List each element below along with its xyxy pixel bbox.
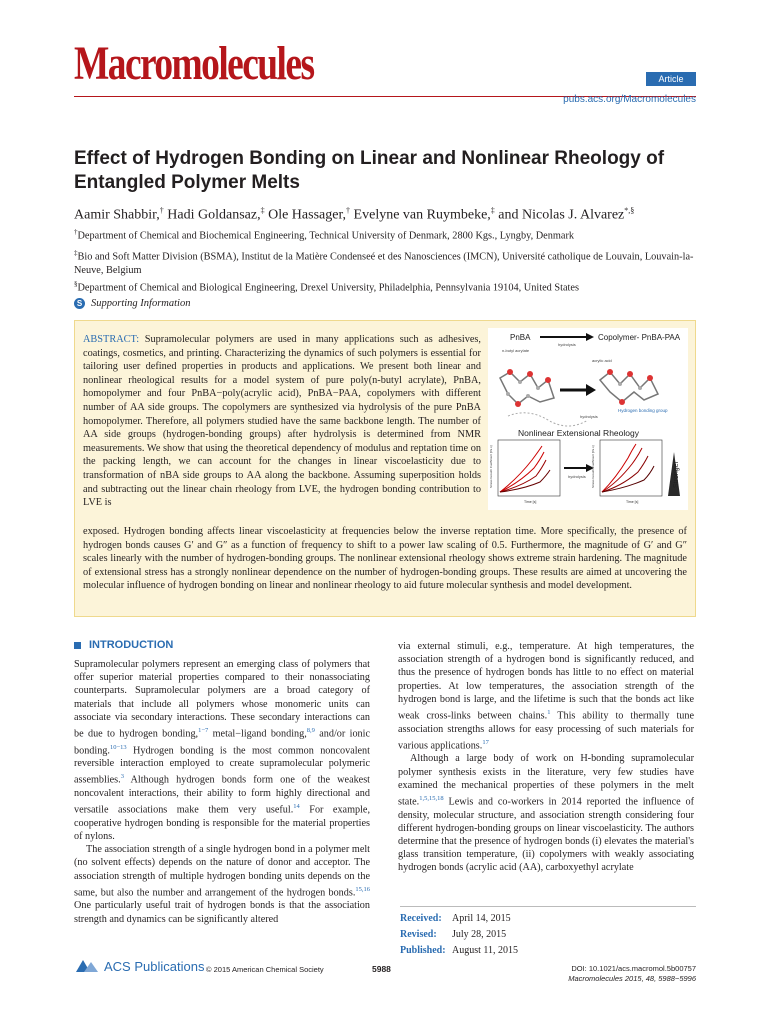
intro-paragraph-2: The association strength of a single hydrogen bond in a polymer melt (no solvent effects) depends on the nature of donor and acceptor. The association strength of multiple hydrogen bonding units depends on the same, but also the number and arrangement of the hydrogen bonds.$^{15,16}$ One particularly useful trait of hydrogen bonds is that the association strength and dynamics can be significantly altered — [74, 844, 370, 925]
article-title: Effect of Hydrogen Bonding on Linear and Nonlinear Rheology of Entangled Polymer Melts — [74, 148, 665, 193]
citation[interactable]: 15,16 — [355, 885, 370, 893]
citation[interactable]: 3 — [120, 773, 124, 781]
citation[interactable]: 17 — [482, 738, 489, 746]
intro-paragraph-4: Although a large body of work on H-bonding supramolecular polymer synthesis exists in the literature, very few studies have examined the mechanical properties of these polymers in the melt state.$^{1,5,15,18}$ Lewis and co-workers in 2014 reported the influence of density, molecular structure, and association strength considering four different hydrogen-bonding groups on linear viscoelasticity. The authors determine that the presence of hydrogen bonds (i) elevates the material's glass transition temperature, (ii) copolymers with weakly associating hydrogen bonds (acrylic acid (AA), carboxyethyl acrylate — [398, 753, 694, 874]
citation[interactable]: 8,9 — [306, 727, 315, 735]
author-mark: † — [346, 206, 351, 215]
author[interactable]: Ole Hassager, — [268, 207, 347, 223]
plot-ylabel: Stress Growth Coefficient [Pa s] — [591, 445, 595, 488]
copyright: © 2015 American Chemical Society — [206, 965, 324, 974]
supporting-info-icon: S — [74, 298, 85, 309]
article-dates — [400, 906, 696, 959]
author-mark: *,§ — [624, 206, 635, 215]
citation[interactable]: 1,5,15,18 — [419, 795, 444, 803]
citation[interactable]: 1−7 — [198, 727, 209, 735]
hydrolysis-bottom-label: hydrolysis — [568, 474, 586, 479]
publisher-name: ACS Publications — [104, 958, 205, 974]
hydrolysis-label: hydrolysis — [558, 342, 576, 347]
intro-column-left — [74, 658, 370, 926]
plot-ylabel: Stress Growth Coefficient [Pa s] — [489, 445, 493, 488]
affiliation-mark: † — [74, 228, 78, 236]
toc-graphic — [488, 328, 688, 510]
author-mark: ‡ — [260, 206, 265, 215]
nba-label: n-butyl acrylate — [502, 348, 530, 353]
affiliation-text: Bio and Soft Matter Division (BSMA), Institut de la Matière Condenseé et des Nanosciences (IMCN), Université catholique de Louvain, Louvain-la-Neuve, Belgium — [74, 251, 694, 277]
graphic-section-title: Nonlinear Extensional Rheology — [518, 428, 639, 438]
journal-logo: Macromolecules — [74, 37, 314, 90]
affiliation-mark: § — [74, 280, 78, 288]
affiliation-text: Department of Chemical and Biochemical Engineering, Technical University of Denmark, 2800 Kgs., Lyngby, Denmark — [77, 230, 575, 242]
author[interactable]: Aamir Shabbir, — [74, 207, 160, 223]
author-mark: † — [159, 206, 164, 215]
hb-group-label: Hydrogen bonding group — [618, 408, 668, 413]
citation-line: Macromolecules 2015, 48, 5988−5996 — [568, 974, 696, 983]
plot-left — [489, 440, 560, 504]
date-revised — [400, 927, 696, 943]
intro-paragraph-3: via external stimuli, e.g., temperature. At high temperatures, the association strength of a hydrogen bond is significantly reduced, and thus the presence of hydrogen bonds has little to no effect on material properties. At low temperatures, the association strength of the hydrogen bond is large, and the lifetime is such that the bonds act like weak cross-links between chains.$^1$ This ability to thermally tune association strengths allows for easy processing of such materials for various applications.$^{17}$ — [398, 641, 694, 752]
section-heading-label: INTRODUCTION — [89, 639, 174, 651]
affiliation — [74, 246, 714, 278]
affiliation-text: Department of Chemical and Biological Engineering, Drexel University, Philadelphia, Pennsylvania 19104, United States — [77, 282, 579, 294]
doi-link[interactable]: DOI: 10.1021/acs.macromol.5b00757 — [571, 964, 696, 973]
date-published — [400, 943, 696, 959]
section-bullet — [74, 642, 81, 649]
date-label: Revised: — [400, 929, 437, 940]
plot-xlabel: Time [s] — [626, 500, 639, 504]
plot-right — [591, 440, 662, 504]
intro-paragraph-1: Supramolecular polymers represent an emerging class of polymers that offer superior material properties compared to their nonassociating counterparts. Supramolecular polymers are a broad category of materials that include all polymers whose monomeric units can associate via secondary interactions. These secondary interactions can be due to hydrogen bonding,$^{1-7}$ metal−ligand bonding,$^{8,9}$ and/or ionic bonding.$^{10-13}$ Hydrogen bonding is the most common noncovalent reversible interaction employed to create supramolecular polymeric assemblies.$^3$ Although hydrogen bonds form one of the weakest noncovalent interactions, their ability to form highly directional and versatile associations make them very useful.$^{14}$ For example, cooperative hydrogen bonding is responsible for the material properties of nylons. — [74, 659, 370, 842]
author[interactable]: and Nicolas J. Alvarez — [498, 207, 625, 223]
stronger-label: Stronger — [673, 461, 680, 488]
date-value: July 28, 2015 — [452, 929, 507, 940]
abstract-text-full: exposed. Hydrogen bonding affects linear viscoelasticity at frequencies below the inverse reptation time. More specifically, the presence of hydrogen bonds causes G′ and G″ as a function of frequency to shift to a power law scaling of 0.5. Furthermore, the magnitude of G′ and G″ scales linearly with the number of hydrogen-bonding groups. The nonlinear extensional rheology shows extreme strain hardening. The magnitude of extensional stress has a strongly nonlinear dependence on the number of hydrogen-bonding groups. These results are aimed at uncovering the molecular influence of hydrogen bonding on linear and nonlinear rheology to aid future molecular synthesis and model development. — [83, 526, 687, 592]
plot-xlabel: Time [s] — [524, 500, 537, 504]
journal-url-link[interactable]: pubs.acs.org/Macromolecules — [563, 94, 696, 105]
affiliation — [74, 277, 714, 295]
date-received — [400, 911, 696, 927]
acs-publications-logo[interactable] — [74, 958, 204, 974]
intro-column-right — [398, 640, 694, 875]
page-number: 5988 — [372, 964, 391, 974]
abstract-label: ABSTRACT: — [83, 334, 140, 345]
author[interactable]: Evelyne van Ruymbeke, — [353, 207, 491, 223]
abstract-body: Supramolecular polymers are used in many applications such as adhesives, coatings, cosmetics, and printing. Characterizing the dynamics of such polymers is essential for tailoring user defined properties in products and applications. We present both linear and nonlinear rheological results for a model system of pure poly(n-butyl acrylate), PnBA, homopolymer and four PnBA−poly(acrylic acid), PnBA−PAA, copolymers with different number of AA side groups. The copolymers are synthesized via hydrolysis of the pure PnBA homopolymer. Therefore, all polymers studied have the same backbone length. The number of AA side groups (hydrogen-bonding groups) after hydrolysis is determined from NMR measurements. We show that using the theoretical dependency of modulus and reptation time on the packing length, we can account for the changes in linear viscoelasticity due to transformation of nBA side groups to AA along the backbone. Assuming superposition holds and subtracting out the linear chain rheology from LVE, the hydrogen bonding contribution to LVE is — [83, 334, 481, 509]
article-badge: Article — [646, 72, 696, 86]
citation[interactable]: 10−13 — [109, 743, 127, 751]
aa-label: acrylic acid — [592, 358, 612, 363]
hydrolysis-small-label: hydrolysis — [580, 414, 598, 419]
acs-logo-icon — [74, 958, 100, 974]
copolymer-label: Copolymer- PnBA-PAA — [598, 333, 681, 342]
author-mark: ‡ — [490, 206, 495, 215]
author[interactable]: Hadi Goldansaz, — [167, 207, 261, 223]
supporting-information-link[interactable] — [74, 298, 190, 309]
citation[interactable]: 14 — [293, 803, 300, 811]
date-value: August 11, 2015 — [452, 945, 519, 956]
affiliation — [74, 225, 714, 243]
citation[interactable]: 1 — [547, 709, 551, 717]
date-label: Published: — [400, 945, 446, 956]
section-heading-introduction — [74, 639, 173, 651]
supporting-info-label: Supporting Information — [91, 298, 191, 309]
author-list — [74, 202, 714, 225]
affiliation-mark: ‡ — [74, 249, 78, 257]
date-label: Received: — [400, 913, 442, 924]
date-value: April 14, 2015 — [452, 913, 511, 924]
abstract-text-wrapped — [83, 333, 481, 510]
pnba-label: PnBA — [510, 333, 531, 342]
